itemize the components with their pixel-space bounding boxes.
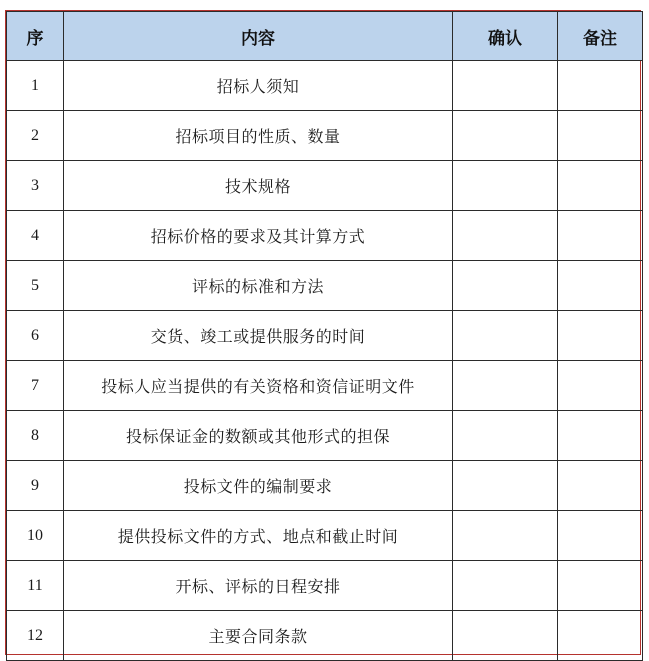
row-number: 3 [7, 161, 64, 211]
note-cell[interactable] [558, 261, 643, 311]
row-content: 主要合同条款 [64, 611, 453, 661]
row-content: 投标文件的编制要求 [64, 461, 453, 511]
row-content: 招标人须知 [64, 61, 453, 111]
row-content: 招标价格的要求及其计算方式 [64, 211, 453, 261]
row-number: 1 [7, 61, 64, 111]
confirm-cell[interactable] [453, 561, 558, 611]
table-row [7, 161, 643, 211]
note-cell[interactable] [558, 611, 643, 661]
note-cell[interactable] [558, 311, 643, 361]
note-cell[interactable] [558, 211, 643, 261]
table-row [7, 211, 643, 261]
row-number: 7 [7, 361, 64, 411]
confirm-cell[interactable] [453, 311, 558, 361]
confirm-cell[interactable] [453, 61, 558, 111]
confirm-cell[interactable] [453, 161, 558, 211]
confirm-cell[interactable] [453, 361, 558, 411]
row-number: 11 [7, 561, 64, 611]
table-row [7, 411, 643, 461]
row-number: 6 [7, 311, 64, 361]
row-content: 交货、竣工或提供服务的时间 [64, 311, 453, 361]
row-content: 招标项目的性质、数量 [64, 111, 453, 161]
row-content: 提供投标文件的方式、地点和截止时间 [64, 511, 453, 561]
row-number: 12 [7, 611, 64, 661]
note-cell[interactable] [558, 111, 643, 161]
table-row [7, 461, 643, 511]
checklist-table [6, 11, 643, 661]
note-cell[interactable] [558, 161, 643, 211]
confirm-cell[interactable] [453, 411, 558, 461]
note-cell[interactable] [558, 511, 643, 561]
row-content: 技术规格 [64, 161, 453, 211]
header-confirm: 确认 [453, 12, 558, 61]
confirm-cell[interactable] [453, 461, 558, 511]
table-row [7, 511, 643, 561]
row-number: 8 [7, 411, 64, 461]
table-header-row [7, 12, 643, 61]
table-row [7, 111, 643, 161]
row-content: 开标、评标的日程安排 [64, 561, 453, 611]
note-cell[interactable] [558, 561, 643, 611]
row-number: 2 [7, 111, 64, 161]
header-note: 备注 [558, 12, 643, 61]
table-row [7, 261, 643, 311]
confirm-cell[interactable] [453, 261, 558, 311]
row-content: 评标的标准和方法 [64, 261, 453, 311]
row-number: 5 [7, 261, 64, 311]
table-row [7, 561, 643, 611]
table-row [7, 311, 643, 361]
confirm-cell[interactable] [453, 211, 558, 261]
confirm-cell[interactable] [453, 611, 558, 661]
header-content: 内容 [64, 12, 453, 61]
document-frame [5, 10, 641, 655]
row-number: 10 [7, 511, 64, 561]
row-content: 投标保证金的数额或其他形式的担保 [64, 411, 453, 461]
row-number: 9 [7, 461, 64, 511]
table-row [7, 611, 643, 661]
note-cell[interactable] [558, 461, 643, 511]
row-content: 投标人应当提供的有关资格和资信证明文件 [64, 361, 453, 411]
note-cell[interactable] [558, 361, 643, 411]
header-no: 序 [7, 12, 64, 61]
confirm-cell[interactable] [453, 511, 558, 561]
confirm-cell[interactable] [453, 111, 558, 161]
table-row [7, 361, 643, 411]
note-cell[interactable] [558, 61, 643, 111]
table-row [7, 61, 643, 111]
note-cell[interactable] [558, 411, 643, 461]
row-number: 4 [7, 211, 64, 261]
